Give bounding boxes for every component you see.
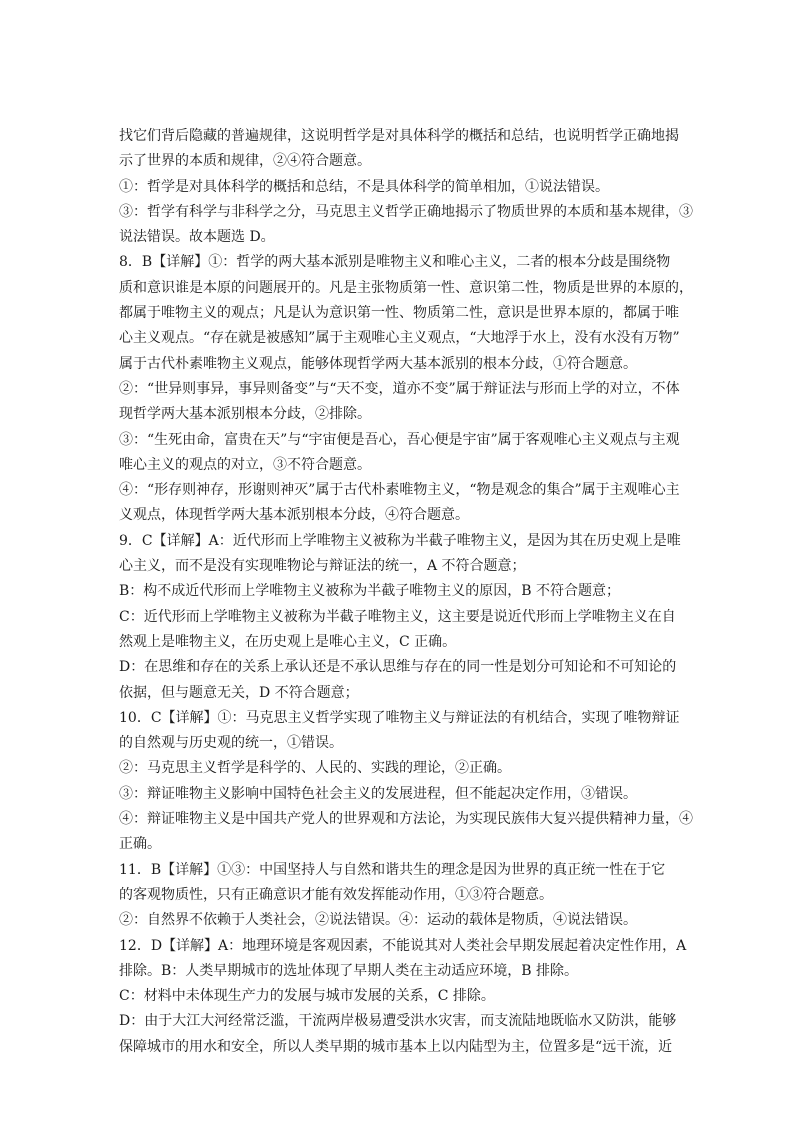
text-line: 依据，但与题意无关，D 不符合题意； — [119, 684, 359, 701]
text-line: 的自然观与历史观的统一，①错误。 — [119, 735, 343, 752]
text-line: 质和意识谁是本原的问题展开的。凡是主张物质第一性、意识第二性，物质是世界的本原的， — [119, 279, 693, 296]
text-line: 属于古代朴素唯物主义观点，能够体现哲学两大基本派别的根本分歧，①符合题意。 — [119, 355, 637, 372]
text-line: ②：马克思主义哲学是科学的、人民的、实践的理论，②正确。 — [119, 760, 511, 777]
text-line: 心主义观点。“存在就是被感知”属于主观唯心主义观点，“大地浮于水上，没有水没有万物” — [119, 330, 680, 347]
text-line: 11．B【详解】①③：中国坚持人与自然和谐共生的理念是因为世界的真正统一性在于它 — [119, 861, 666, 878]
text-line: D：由于大江大河经常泛滥，干流两岸极易遭受洪水灾害，而支流陆地既临水又防洪，能够 — [119, 1013, 677, 1030]
text-line: 9．C【详解】A：近代形而上学唯物主义被称为半截子唯物主义，是因为其在历史观上是唯 — [119, 532, 681, 549]
text-line: 义观点，体现哲学两大基本派别根本分歧，④符合题意。 — [119, 507, 469, 524]
text-line: 现哲学两大基本派别根本分歧，②排除。 — [119, 406, 371, 423]
text-line: 唯心主义的观点的对立，③不符合题意。 — [119, 456, 371, 473]
text-line: 10．C【详解】①：马克思主义哲学实现了唯物主义与辩证法的有机结合，实现了唯物辩证 — [119, 709, 680, 726]
text-line: 说法错误。故本题选 D。 — [119, 229, 275, 246]
text-line: 8．B【详解】①：哲学的两大基本派别是唯物主义和唯心主义，二者的根本分歧是围绕物 — [119, 254, 671, 271]
text-line: ④：“形存则神存，形谢则神灭”属于古代朴素唯物主义，“物是观念的集合”属于主观唯心主 — [119, 482, 680, 499]
text-line: ②：自然界不依赖于人类社会，②说法错误。④：运动的载体是物质，④说法错误。 — [119, 912, 637, 929]
text-line: ③：哲学有科学与非科学之分，马克思主义哲学正确地揭示了物质世界的本质和基本规律，③ — [119, 203, 693, 220]
text-line: 保障城市的用水和安全，所以人类早期的城市基本上以内陆型为主，位置多是“远干流，近 — [119, 1038, 673, 1055]
text-line: 示了世界的本质和规律，②④符合题意。 — [119, 153, 371, 170]
text-line: 正确。 — [119, 836, 161, 853]
text-line: 12．D【详解】A：地理环境是客观因素，不能说其对人类社会早期发展起着决定性作用，A — [119, 937, 687, 954]
text-line: ②：“世异则事异，事异则备变”与“天不变，道亦不变”属于辩证法与形而上学的对立，不体 — [119, 380, 680, 397]
text-line: 排除。B：人类早期城市的选址体现了早期人类在主动适应环境，B 排除。 — [119, 962, 579, 979]
text-line: ③：“生死由命，富贵在天”与“宇宙便是吾心，吾心便是宇宙”属于客观唯心主义观点与主观 — [119, 431, 680, 448]
text-line: 心主义，而不是没有实现唯物论与辩证法的统一，A 不符合题意； — [119, 558, 526, 575]
text-line: B：构不成近代形而上学唯物主义被称为半截子唯物主义的原因，B 不符合题意； — [119, 583, 621, 600]
text-line: ④：辩证唯物主义是中国共产党人的世界观和方法论，为实现民族伟大复兴提供精神力量，④ — [119, 811, 693, 828]
text-line: ③：辩证唯物主义影响中国特色社会主义的发展进程，但不能起决定作用，③错误。 — [119, 785, 637, 802]
text-line: 然观上是唯物主义，在历史观上是唯心主义，C 正确。 — [119, 633, 457, 650]
document-body — [119, 124, 701, 1060]
text-line: 的客观物质性，只有正确意识才能有效发挥能动作用，①③符合题意。 — [119, 886, 553, 903]
text-line: 找它们背后隐藏的普遍规律，这说明哲学是对具体科学的概括和总结，也说明哲学正确地揭 — [119, 128, 679, 144]
text-line: C：材料中未体现生产力的发展与城市发展的关系，C 排除。 — [119, 988, 495, 1005]
text-line: C：近代形而上学唯物主义被称为半截子唯物主义，这主要是说近代形而上学唯物主义在自 — [119, 608, 676, 625]
text-line: ①：哲学是对具体科学的概括和总结，不是具体科学的简单相加，①说法错误。 — [119, 178, 609, 195]
text-line: D：在思维和存在的关系上承认还是不承认思维与存在的同一性是划分可知论和不可知论的 — [119, 659, 677, 676]
text-line: 都属于唯物主义的观点；凡是认为意识第一性、物质第二性，意识是世界本原的，都属于唯 — [119, 305, 679, 322]
